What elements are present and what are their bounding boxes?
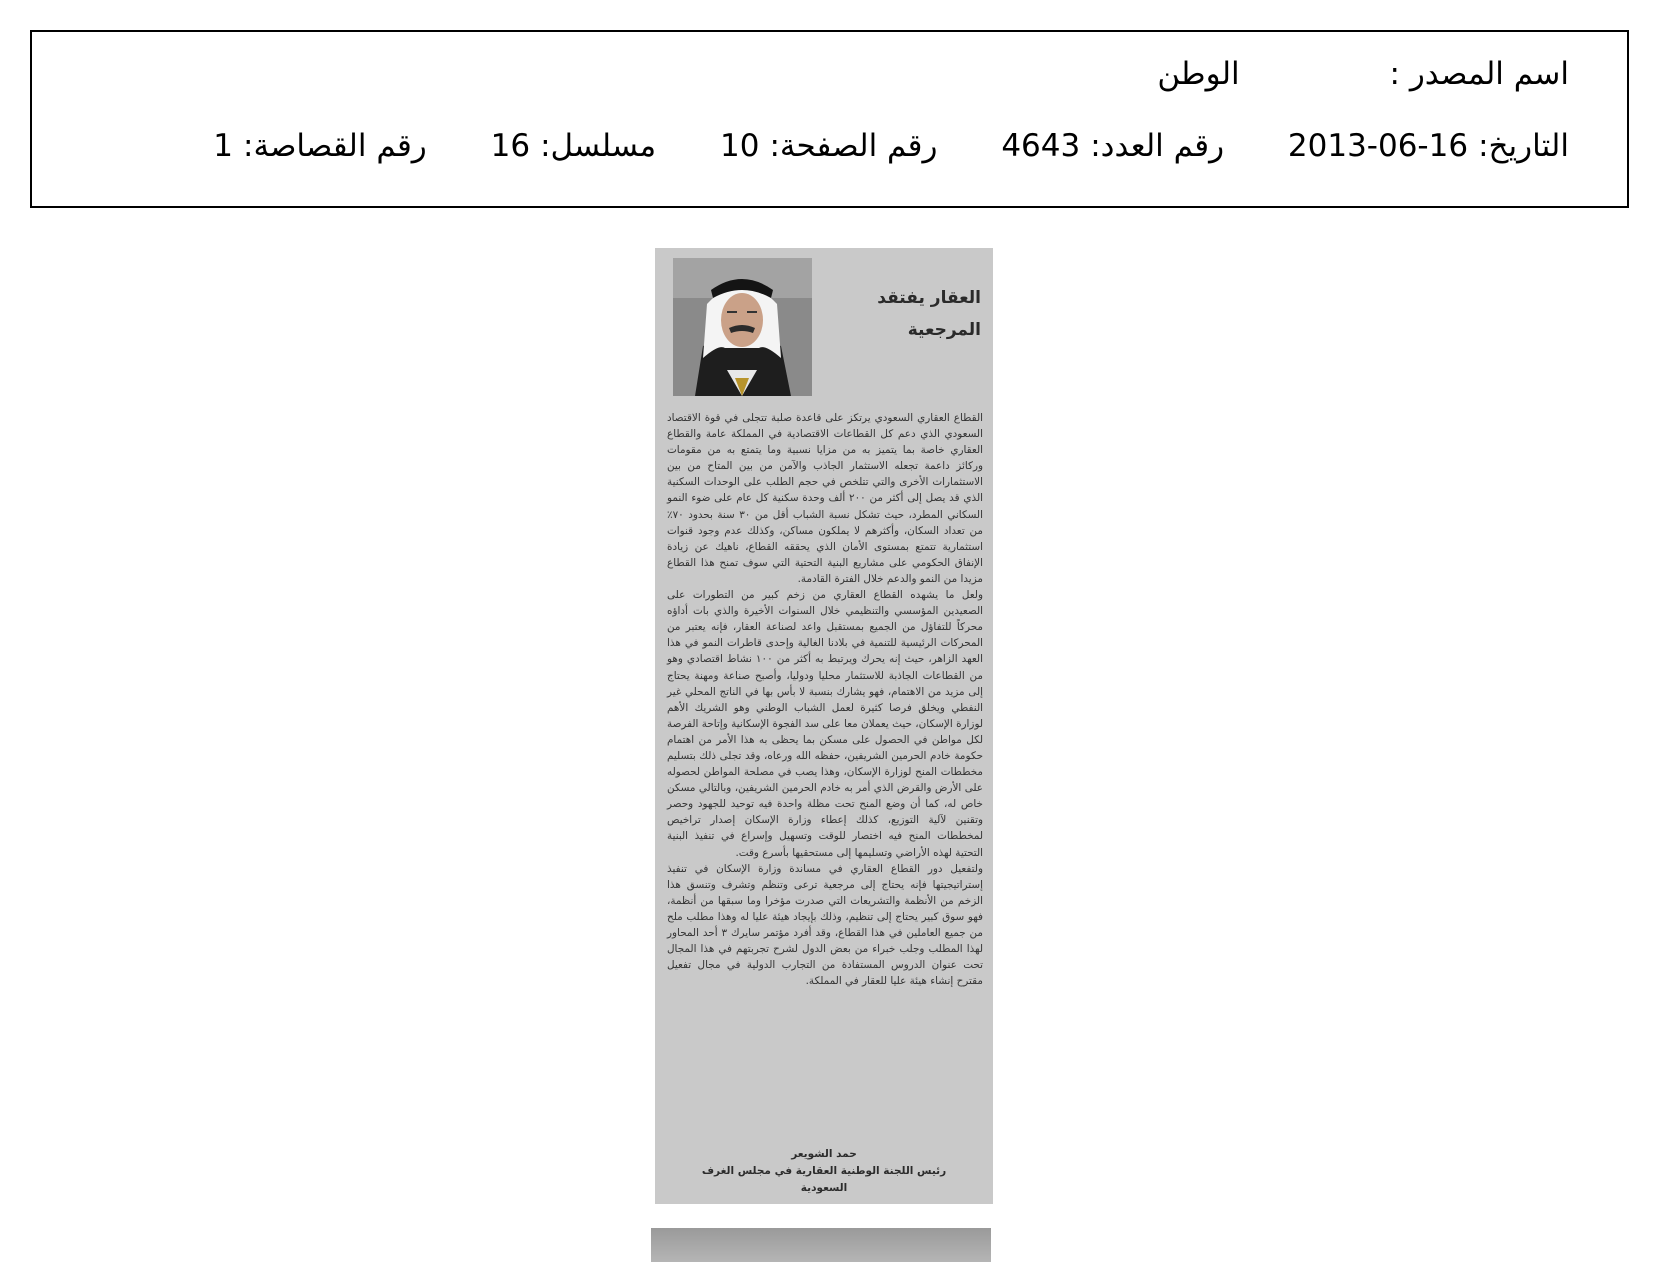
article-paragraph: القطاع العقاري السعودي يرتكز على قاعدة صلبة تتجلى في قوة الاقتصاد السعودي الذي دعم كل القطاعات الاقتصادية في المملكة عامة والقطاع العقاري خاصة بما يتميز به من مزايا نسبية وما يتمتع به من مقومات وركائز داعمة تجعله الاستثمار الجاذب والآمن من بين المتاح من بين الاستثمارات الأخرى والتي تتلخص في حجم الطلب على الوحدات السكنية الذي قد يصل إلى أكثر من ٢٠٠ ألف وحدة سكنية كل عام على ضوء النمو السكاني المطرد، حيث تشكل نسبة الشباب أقل من ٣٠ سنة بحدود ٧٠٪ من تعداد السكان، وأكثرهم لا يملكون مساكن، وكذلك عدم وجود قنوات استثمارية تتمتع بمستوى الأمان الذي يحققه القطاع، ناهيك عن زيادة الإنفاق الحكومي على مشاريع البنية التحتية التي سوف تمنح هذا القطاع مزيدا من النمو والدعم خلال الفترة القادمة. [667, 412, 983, 585]
serial-value: 16 [490, 128, 531, 164]
author-name: حمد الشويعر [791, 1148, 857, 1160]
headline-line-2: المرجعية [907, 320, 981, 340]
serial-label: مسلسل: [540, 128, 657, 164]
article-paragraph: ولتفعيل دور القطاع العقاري في مساندة وزارة الإسكان في تنفيذ إستراتيجيتها فإنه يحتاج إلى مرجعية ترعى وتنظم وتشرف وتنسق هذا الزخم من الأنظمة والتشريعات التي صدرت مؤخرا وما سبقها من أنظمة، فهو سوق كبير يحتاج إلى تنظيم، وذلك بإيجاد هيئة عليا له وهذا مطلب ملح من جميع العاملين في هذا القطاع، وقد أفرد مؤتمر سايرك ٣ أحد المحاور لهذا المطلب وجلب خبراء من بعض الدول لشرح تجربتهم في هذا المجال تحت عنوان الدروس المستفادة من التجارب الدولية في مجال تفعيل مقترح إنشاء هيئة عليا للعقار في المملكة. [667, 862, 983, 988]
headline-line-1: العقار يفتقد [877, 288, 981, 308]
date-value: 2013-06-16 [1287, 128, 1469, 164]
article-body [667, 410, 983, 989]
clip-value: 1 [213, 128, 234, 164]
issue-field [1001, 128, 1224, 164]
article-headline [831, 282, 981, 346]
source-row [72, 56, 1569, 92]
details-row [72, 128, 1569, 164]
author-photo [673, 258, 812, 396]
page-value: 10 [720, 128, 760, 164]
page-field [720, 128, 937, 164]
author-title: رئيس اللجنة الوطنية العقارية في مجلس الغرف السعودية [701, 1165, 947, 1194]
serial-field [491, 128, 657, 164]
issue-value: 4643 [1001, 128, 1081, 164]
date-label: التاريخ: [1478, 128, 1569, 164]
date-field [1288, 128, 1569, 164]
source-value: الوطن [1157, 56, 1240, 92]
article-paragraph: ولعل ما يشهده القطاع العقاري من زخم كبير من التطورات على الصعيدين المؤسسي والتنظيمي خلال السنوات الأخيرة والذي بات أداؤه محركاً للتفاؤل من الجميع بمستقبل واعد لصناعة العقار، فإنه يعتبر من المحركات الرئيسية للتنمية في بلادنا الغالية وإحدى قاطرات النمو في هذا العهد الزاهر، حيث إنه يحرك ويرتبط به أكثر من ١٠٠ نشاط اقتصادي وهو من القطاعات الجاذبة للاستثمار محليا ودوليا، وأصبح صناعة ومهنة يحتاج إلى مزيد من الاهتمام، فهو يشارك بنسبة لا بأس بها في الناتج المحلي غير النفطي ويخلق فرصا كثيرة لعمل الشباب الوطني وهو الشريك الأهم لوزارة الإسكان، حيث يعملان معا على سد الفجوة الإسكانية وإتاحة الفرصة لكل مواطن في الحصول على مسكن بما يحظى به هذا الأمر من اهتمام حكومة خادم الحرمين الشريفين، حفظه الله ورعاه، وقد تجلى ذلك بتسليم مخططات المنح لوزارة الإسكان، وهذا يصب في مصلحة المواطن لحصوله على الأرض والقرض الذي أمر به خادم الحرمين الشريفين، وبالتالي مسكن خاص له، كما أن وضع المنح تحت مظلة واحدة فيه توحيد للجهود وحصر وتقنين لآلية التوزيع، كذلك إعطاء وزارة الإسكان إصدار تراخيص لمخططات المنح فيه اختصار للوقت وتسهيل وإسراع في تنفيذ البنية التحتية لهذه الأراضي وتسليمها إلى مستحقيها بأسرع وقت. [667, 589, 983, 859]
source-label: اسم المصدر : [1389, 56, 1569, 92]
metadata-box [30, 30, 1629, 208]
clip-field [213, 128, 426, 164]
next-clipping-edge [651, 1228, 991, 1262]
author-portrait-image [673, 258, 812, 396]
author-signature [679, 1146, 969, 1197]
clip-label: رقم القصاصة: [243, 128, 427, 164]
issue-label: رقم العدد: [1090, 128, 1225, 164]
newspaper-clipping [655, 248, 993, 1204]
page-label: رقم الصفحة: [769, 128, 938, 164]
